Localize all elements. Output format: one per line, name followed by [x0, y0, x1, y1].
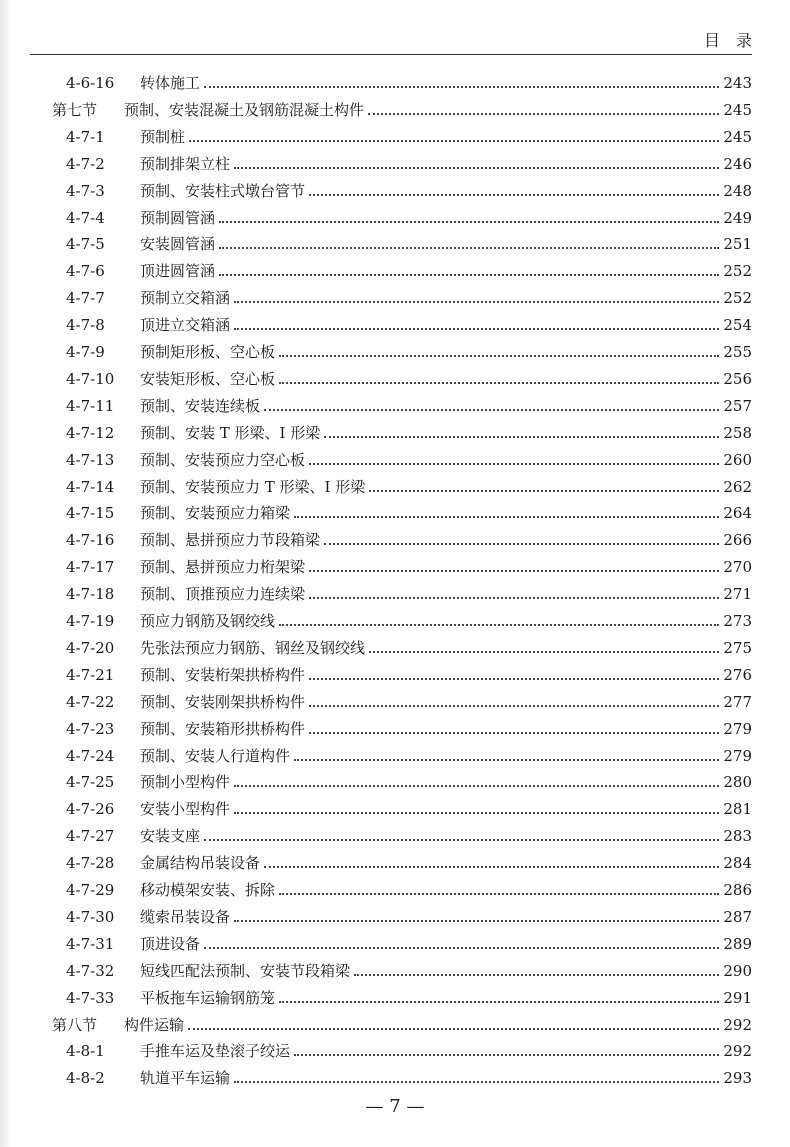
toc-entry-page: 283 [723, 827, 752, 846]
toc-entry-title: 构件运输 [124, 1015, 185, 1034]
toc-entry-page: 286 [723, 881, 752, 899]
toc-entry-row [66, 420, 752, 446]
header-title: 目录 [703, 31, 768, 50]
toc-leader-dots [264, 409, 719, 411]
toc-entry-page: 246 [723, 154, 752, 173]
toc-entry-page: 255 [723, 343, 752, 361]
toc-entry-number: 4-7-2 [66, 154, 105, 173]
toc-entry-title: 预制立交箱涵 [140, 289, 231, 308]
toc-leader-dots [309, 463, 719, 465]
page-number: — 7 — [365, 1096, 425, 1117]
toc-entry-page: 266 [723, 531, 752, 550]
toc-entry-page: 256 [723, 369, 752, 388]
toc-entry-page: 292 [723, 1015, 752, 1034]
toc-leader-dots [279, 355, 719, 357]
toc-entry-title: 预制、安装人行道构件 [140, 746, 291, 765]
toc-leader-dots [219, 274, 719, 276]
toc-entry-page: 258 [723, 423, 752, 442]
toc-leader-dots [309, 678, 719, 680]
toc-entry-row [66, 151, 752, 177]
toc-entry-title: 短线匹配法预制、安装节段箱梁 [140, 961, 351, 980]
toc-entry-number: 4-7-19 [66, 612, 115, 630]
toc-entry-row [66, 339, 752, 365]
toc-entry-row [66, 124, 752, 150]
toc-entry-row [66, 500, 752, 526]
toc-entry-title: 预制排架立柱 [140, 154, 231, 173]
toc-leader-dots [309, 570, 719, 572]
toc-entry-number: 4-7-33 [66, 988, 115, 1007]
toc-entry-title: 顶进立交箱涵 [140, 316, 231, 335]
page-header [30, 20, 768, 55]
toc-entry-number: 第八节 [52, 1015, 98, 1034]
toc-leader-dots [309, 597, 719, 599]
toc-entry-page: 287 [723, 907, 752, 926]
toc-leader-dots [309, 194, 719, 196]
toc-entry-row [66, 581, 752, 607]
toc-entry-number: 4-7-20 [66, 638, 115, 657]
toc-entry-title: 预制、安装连续板 [140, 396, 261, 415]
toc-entry-title: 转体施工 [140, 74, 201, 92]
toc-leader-dots [188, 1028, 719, 1030]
toc-entry-row [66, 904, 752, 930]
toc-entry-number: 4-7-3 [66, 181, 105, 200]
toc-entry-number: 4-7-6 [66, 262, 105, 281]
toc-entry-row [66, 231, 752, 257]
toc-entry-number: 4-7-15 [66, 504, 115, 523]
toc-leader-dots [219, 247, 719, 249]
toc-entry-page: 290 [723, 961, 752, 980]
toc-entry-title: 预制矩形板、空心板 [140, 343, 276, 361]
toc-entry-row [66, 716, 752, 742]
toc-entry-page: 276 [723, 665, 752, 684]
toc-leader-dots [234, 812, 719, 814]
toc-leader-dots [369, 651, 719, 653]
toc-section-row [52, 1012, 752, 1038]
toc-entry-number: 4-7-21 [66, 665, 115, 684]
toc-leader-dots [234, 328, 719, 330]
toc-entry-number: 4-7-5 [66, 235, 105, 254]
toc-leader-dots [234, 167, 719, 169]
toc-entry-title: 先张法预应力钢筋、钢丝及钢绞线 [140, 638, 366, 657]
toc-entry-row [66, 393, 752, 419]
toc-entry-row [66, 474, 752, 500]
toc-entry-number: 4-7-10 [66, 369, 115, 388]
toc-leader-dots [324, 543, 719, 545]
toc-entry-row [66, 258, 752, 284]
toc-entry-row [66, 796, 752, 822]
toc-entry-number: 4-7-26 [66, 800, 115, 819]
toc-entry-number: 4-7-24 [66, 746, 115, 765]
toc-entry-row [66, 689, 752, 715]
toc-entry-page: 248 [723, 181, 752, 200]
toc-leader-dots [204, 947, 719, 949]
toc-entry-page: 251 [723, 235, 752, 254]
toc-entry-title: 预制、安装箱形拱桥构件 [140, 719, 306, 738]
toc-entry-number: 4-7-23 [66, 719, 115, 738]
toc-entry-page: 260 [723, 450, 752, 469]
toc-leader-dots [264, 866, 719, 868]
toc-entry-number: 4-7-18 [66, 585, 115, 604]
toc-entry-page: 249 [723, 208, 752, 227]
toc-entry-title: 预制、安装预应力空心板 [140, 450, 306, 469]
toc-entry-row [66, 1065, 752, 1091]
toc-entry-row [66, 312, 752, 338]
toc-entry-number: 4-7-32 [66, 961, 115, 980]
toc-entry-title: 顶进设备 [140, 934, 201, 953]
toc-entry-title: 预制、悬拼预应力桁架梁 [140, 558, 306, 577]
toc-leader-dots [294, 1054, 719, 1056]
toc-entry-title: 预制、安装预应力箱梁 [140, 504, 291, 523]
toc-entry-page: 281 [723, 800, 752, 819]
toc-entry-row [66, 205, 752, 231]
toc-entry-row [66, 877, 752, 903]
toc-entry-row [66, 850, 752, 876]
toc-entry-title: 手推车运及垫滚子绞运 [140, 1042, 291, 1061]
toc-leader-dots [189, 140, 719, 142]
page-edge-shadow [0, 0, 12, 1147]
toc-entry-title: 预制、安装混凝土及钢筋混凝土构件 [124, 100, 365, 119]
toc-entry-title: 预制、顶推预应力连续梁 [140, 585, 306, 604]
toc-entry-title: 预制、安装刚架拱桥构件 [140, 692, 306, 711]
toc-entry-page: 289 [723, 934, 752, 953]
toc-entry-page: 284 [723, 854, 752, 873]
toc-entry-title: 移动模架安装、拆除 [140, 881, 276, 899]
toc-entry-page: 245 [723, 100, 752, 119]
toc-entry-page: 279 [723, 746, 752, 765]
toc-leader-dots [279, 624, 719, 626]
toc-entry-row [66, 985, 752, 1011]
toc-entry-page: 243 [723, 74, 752, 92]
toc-entry-row [66, 608, 752, 634]
toc-entry-title: 缆索吊装设备 [140, 907, 231, 926]
toc-entry-title: 预制圆管涵 [140, 208, 216, 227]
toc-entry-number: 4-7-12 [66, 423, 115, 442]
toc-entry-title: 预制、悬拼预应力节段箱梁 [140, 531, 321, 550]
toc-entry-title: 轨道平车运输 [140, 1069, 231, 1088]
toc-entry-page: 291 [723, 988, 752, 1007]
toc-entry-page: 279 [723, 719, 752, 738]
toc-entry-row [66, 178, 752, 204]
toc-entry-page: 252 [723, 289, 752, 308]
toc-leader-dots [354, 974, 719, 976]
toc-entry-number: 4-6-16 [66, 74, 115, 92]
toc-entry-page: 252 [723, 262, 752, 281]
toc-entry-row [66, 769, 752, 795]
toc-entry-page: 293 [723, 1069, 752, 1088]
toc-entry-number: 4-7-11 [66, 396, 115, 415]
toc-entry-number: 4-7-27 [66, 827, 115, 846]
toc-entry-number: 4-7-31 [66, 934, 115, 953]
toc-leader-dots [234, 1081, 719, 1083]
toc-entry-title: 平板拖车运输钢筋笼 [140, 988, 276, 1007]
toc-leader-dots [279, 382, 719, 384]
toc-entry-title: 预制、安装桁架拱桥构件 [140, 665, 306, 684]
toc-entry-number: 4-7-7 [66, 289, 105, 308]
toc-entry-page: 280 [723, 773, 752, 792]
toc-entry-title: 预制桩 [140, 127, 186, 146]
toc-leader-dots [279, 1001, 719, 1003]
toc-entry-number: 4-7-22 [66, 692, 115, 711]
toc-entry-page: 254 [723, 316, 752, 335]
toc-entry-title: 安装矩形板、空心板 [140, 369, 276, 388]
toc-entry-page: 245 [723, 127, 752, 146]
toc-entry-number: 4-7-30 [66, 907, 115, 926]
toc-entry-number: 4-7-4 [66, 208, 105, 227]
toc-entry-title: 预应力钢筋及钢绞线 [140, 612, 276, 630]
toc-entry-row [66, 447, 752, 473]
toc-entry-page: 277 [723, 692, 752, 711]
toc-leader-dots [219, 221, 719, 223]
toc-entry-title: 预制小型构件 [140, 773, 231, 792]
toc-leader-dots [234, 785, 719, 787]
toc-leader-dots [309, 732, 719, 734]
toc-entry-number: 4-7-9 [66, 343, 105, 361]
toc-entry-page: 264 [723, 504, 752, 523]
toc-entry-number: 4-7-28 [66, 854, 115, 873]
toc-entry-row [66, 285, 752, 311]
toc-entry-page: 257 [723, 396, 752, 415]
toc-leader-dots [204, 86, 719, 88]
toc-entry-title: 金属结构吊装设备 [140, 854, 261, 873]
toc-entry-row [66, 366, 752, 392]
toc-entry-number: 4-7-16 [66, 531, 115, 550]
toc-entry-row [66, 743, 752, 769]
toc-leader-dots [324, 436, 719, 438]
toc-entry-title: 顶进圆管涵 [140, 262, 216, 281]
toc-entry-row [66, 823, 752, 849]
toc-entry-number: 4-7-14 [66, 477, 115, 496]
toc-entry-number: 4-7-17 [66, 558, 115, 577]
toc-leader-dots [368, 113, 719, 115]
toc-entry-title: 预制、安装柱式墩台管节 [140, 181, 306, 200]
toc-entry-title: 安装支座 [140, 827, 201, 846]
toc-entry-row [66, 662, 752, 688]
toc-leader-dots [294, 516, 719, 518]
toc-entry-page: 262 [723, 477, 752, 496]
toc-entry-number: 4-7-1 [66, 127, 105, 146]
toc-entry-title: 安装圆管涵 [140, 235, 216, 254]
toc-entry-row [66, 958, 752, 984]
toc-entry-page: 292 [723, 1042, 752, 1061]
toc-leader-dots [234, 920, 719, 922]
toc-section-row [52, 97, 752, 123]
toc-leader-dots [234, 301, 719, 303]
toc-leader-dots [294, 759, 719, 761]
toc-entry-row [66, 70, 752, 96]
toc-entry-row [66, 1038, 752, 1064]
toc-leader-dots [279, 893, 719, 895]
toc-entry-page: 270 [723, 558, 752, 577]
toc-entry-title: 安装小型构件 [140, 800, 231, 819]
toc-entry-number: 4-7-13 [66, 450, 115, 469]
toc-entry-row [66, 931, 752, 957]
toc-entry-row [66, 527, 752, 553]
toc-entry-number: 4-7-8 [66, 316, 105, 335]
toc-entry-title: 预制、安装 T 形梁、I 形梁 [140, 423, 321, 442]
toc-leader-dots [369, 490, 719, 492]
toc-entry-number: 第七节 [52, 100, 98, 119]
toc-entry-number: 4-7-29 [66, 881, 115, 899]
toc-entry-number: 4-8-2 [66, 1069, 105, 1088]
toc-entry-number: 4-8-1 [66, 1042, 105, 1061]
toc-entry-title: 预制、安装预应力 T 形梁、I 形梁 [140, 477, 366, 496]
toc-entry-page: 273 [723, 612, 752, 630]
toc-entry-row [66, 635, 752, 661]
toc-entry-row [66, 554, 752, 580]
toc-entry-number: 4-7-25 [66, 773, 115, 792]
toc-entry-page: 271 [723, 585, 752, 604]
toc-entry-page: 275 [723, 638, 752, 657]
toc-leader-dots [204, 839, 719, 841]
toc-leader-dots [309, 705, 719, 707]
